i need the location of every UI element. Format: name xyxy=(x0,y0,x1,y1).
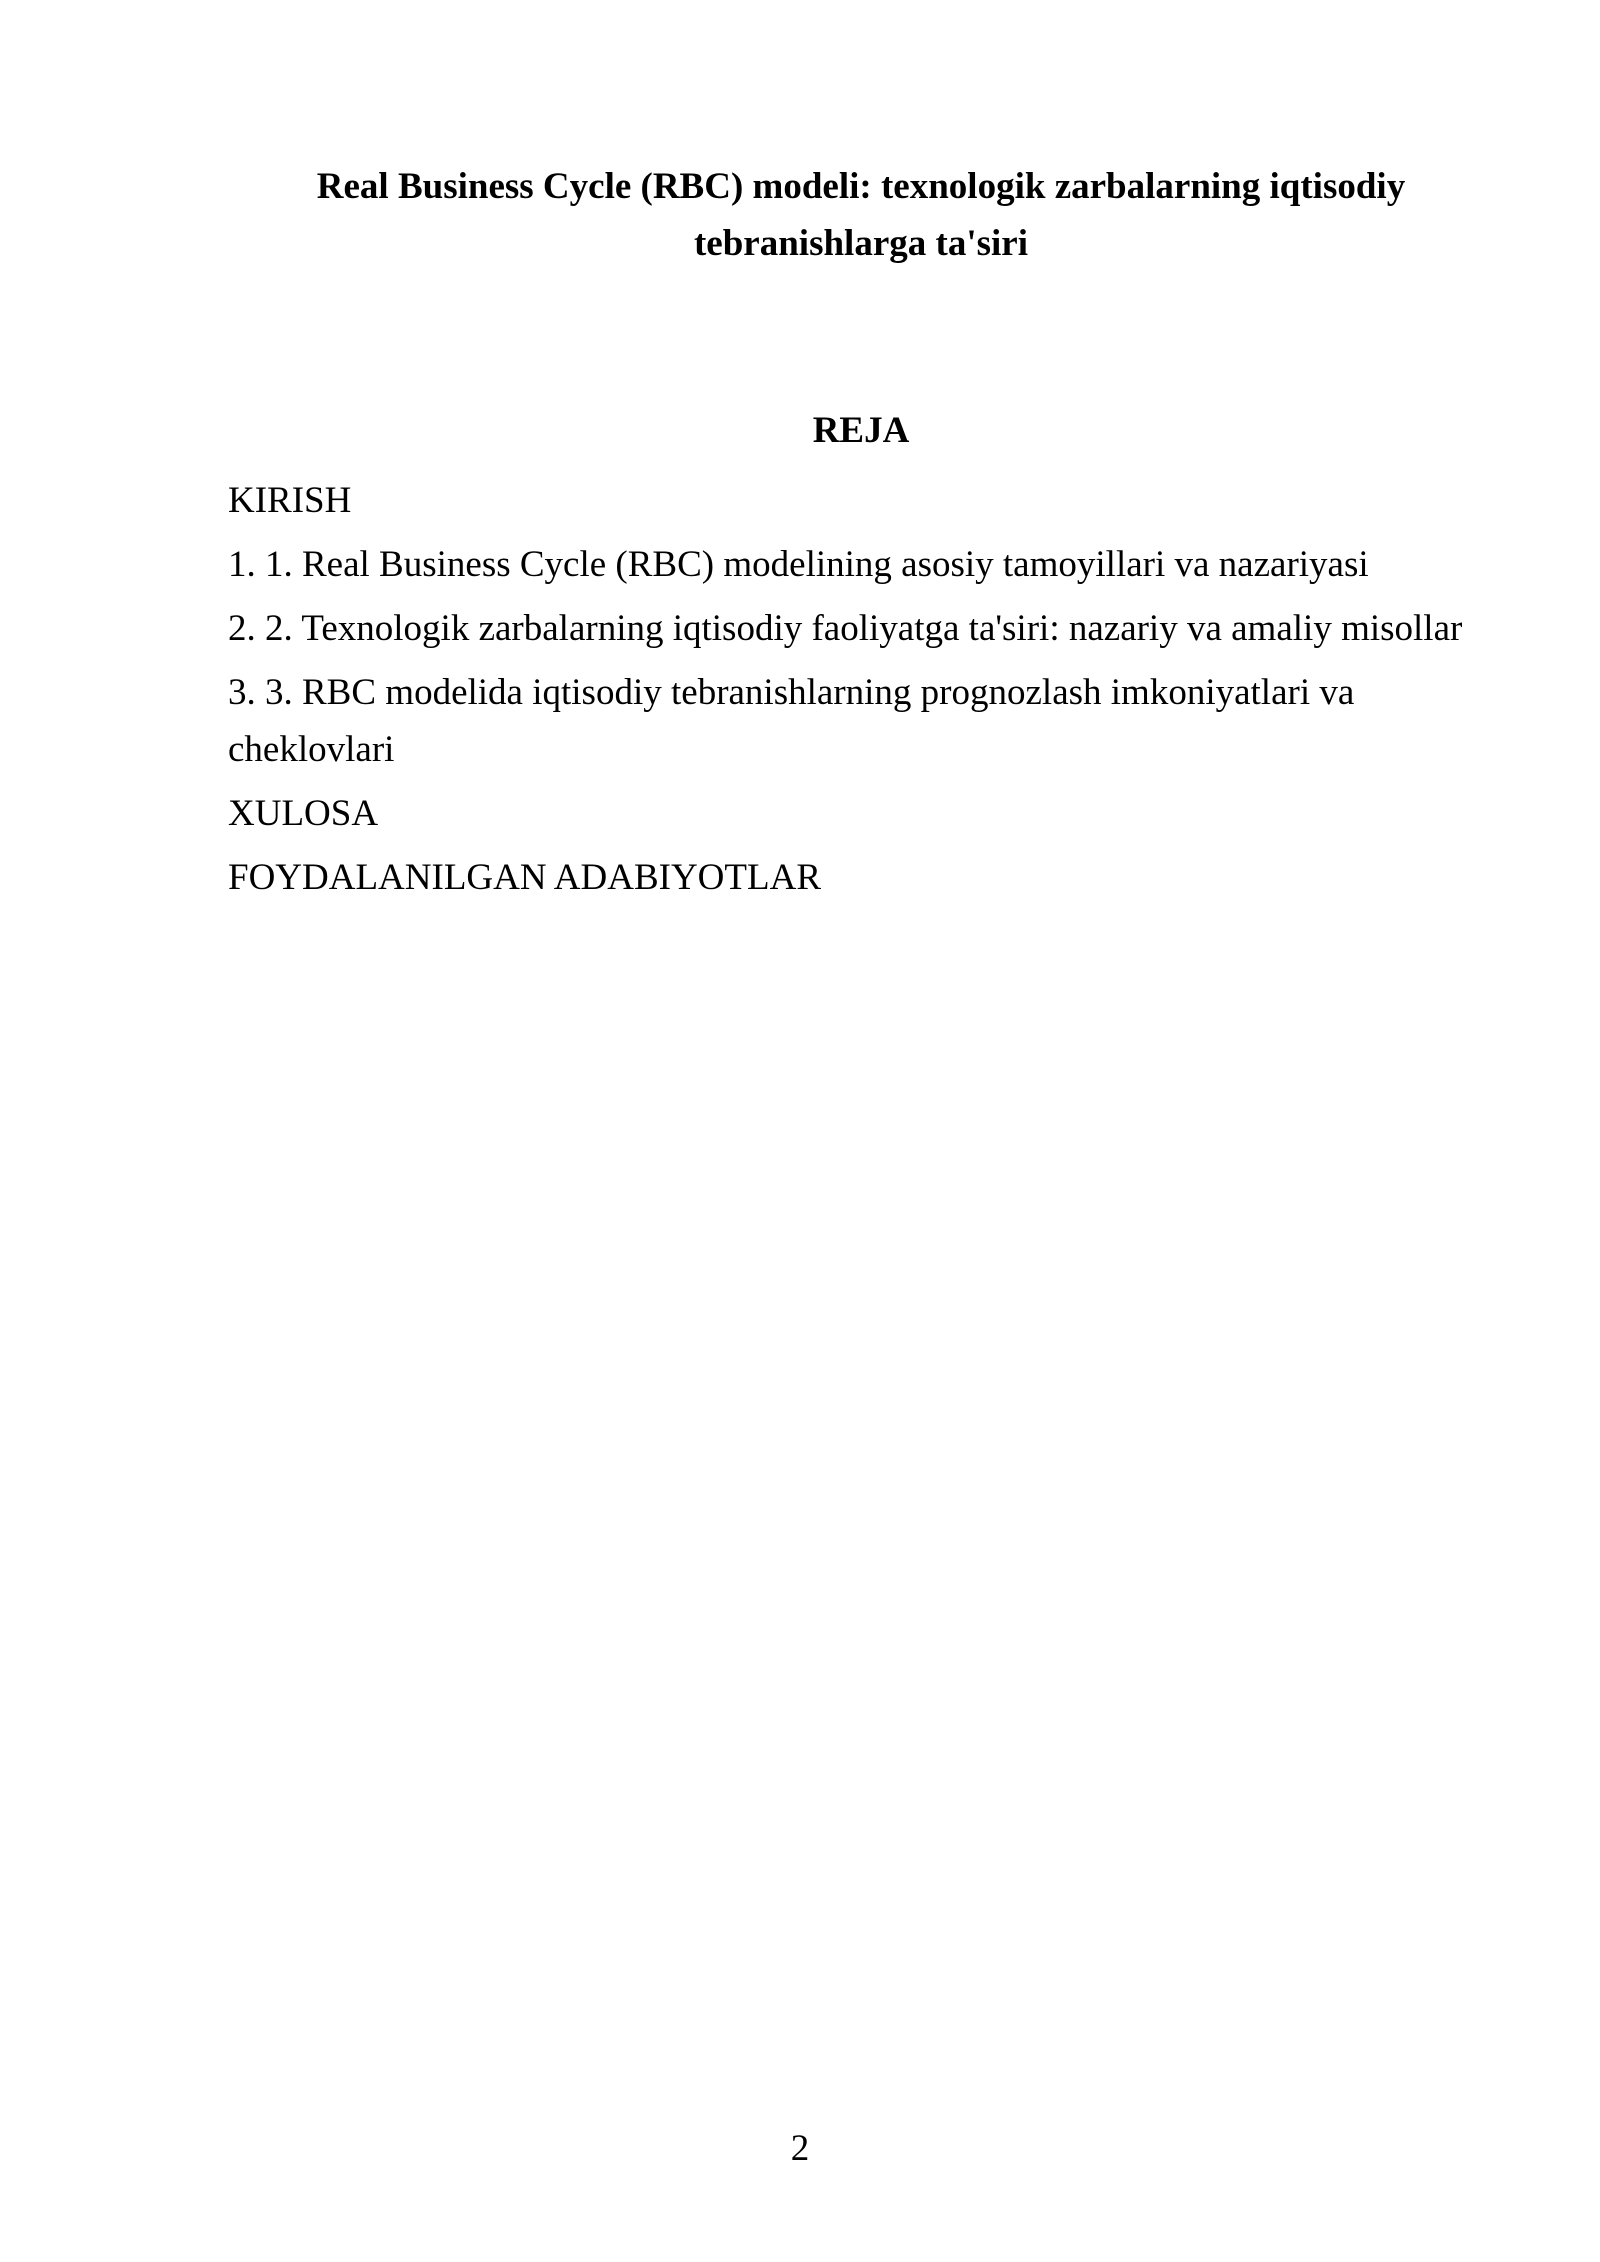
document-title-line-2: tebranishlarga ta'siri xyxy=(693,223,1028,264)
toc-item-section-3: 3. 3. RBC modelida iqtisodiy tebranishlarning prognozlash imkoniyatlari va cheklovlari xyxy=(228,672,1355,770)
toc-item-introduction: KIRISH xyxy=(228,480,352,521)
toc-item-references: FOYDALANILGAN ADABIYOTLAR xyxy=(228,857,821,898)
toc-item-section-1: 1. 1. Real Business Cycle (RBC) modelining asosiy tamoyillari va nazariyasi xyxy=(228,544,1369,585)
toc-item-section-2: 2. 2. Texnologik zarbalarning iqtisodiy faoliyatga ta'siri: nazariy va amaliy misollar xyxy=(228,608,1463,649)
document-title xyxy=(228,158,1494,272)
plan-heading: REJA xyxy=(812,410,910,451)
page-number: 2 xyxy=(790,2128,810,2169)
toc-item-conclusion: XULOSA xyxy=(228,793,379,834)
document-title-line-1: Real Business Cycle (RBC) modeli: texnologik zarbalarning iqtisodiy xyxy=(316,166,1406,207)
table-of-contents xyxy=(228,472,1478,913)
